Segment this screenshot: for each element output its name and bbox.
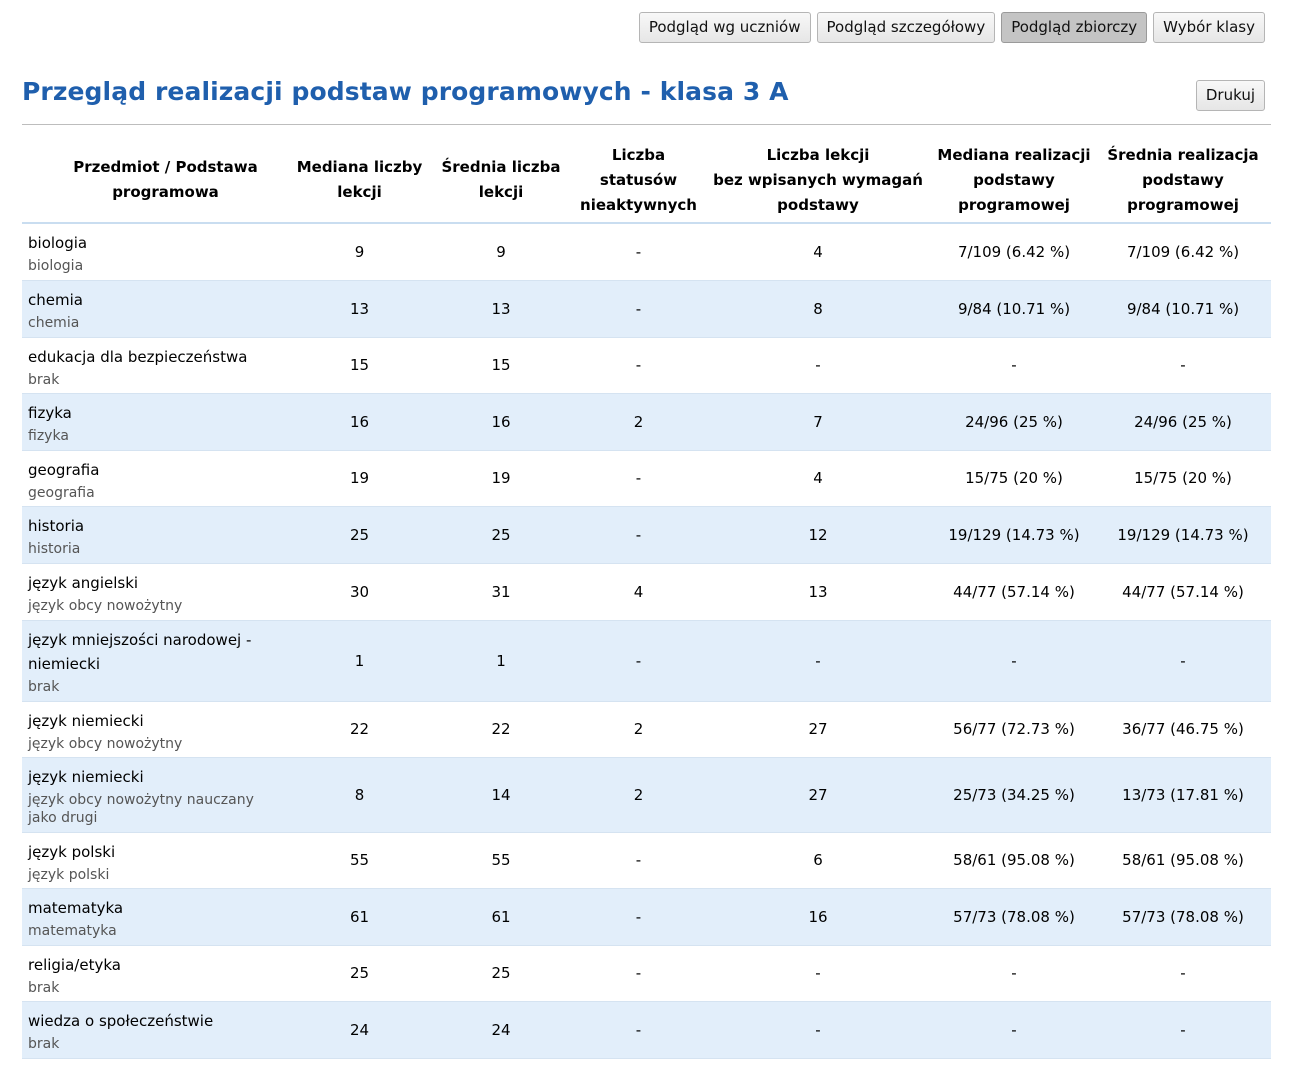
cell-median-lessons: 16	[291, 393, 428, 450]
cell-subject	[22, 945, 291, 1001]
cell-lessons-no-requirements: -	[703, 1001, 933, 1058]
cell-subject	[22, 337, 291, 393]
curriculum-base: brak	[28, 1035, 60, 1052]
cell-median-realization: 24/96 (25 %)	[933, 393, 1095, 450]
cell-inactive-statuses: 2	[574, 393, 703, 450]
cell-median-realization: 9/84 (10.71 %)	[933, 280, 1095, 337]
table-row	[22, 223, 1271, 280]
cell-subject	[22, 506, 291, 563]
cell-median-realization: -	[933, 945, 1095, 1001]
table-row	[22, 450, 1271, 506]
cell-inactive-statuses: 2	[574, 757, 703, 832]
cell-median-lessons: 55	[291, 832, 428, 888]
subject-name: historia	[28, 516, 85, 535]
cell-avg-lessons: 1	[428, 620, 574, 701]
curriculum-base: język obcy nowożytny nauczany jako drugi	[28, 791, 254, 826]
cell-lessons-no-requirements: 13	[703, 563, 933, 620]
header-lessons-no-requirements[interactable]: Liczba lekcji bez wpisanych wymagań podstawy	[703, 140, 933, 223]
cell-avg-lessons: 61	[428, 888, 574, 945]
cell-lessons-no-requirements: 6	[703, 832, 933, 888]
view-summary-button[interactable]: Podgląd zbiorczy	[1001, 12, 1147, 43]
cell-avg-lessons: 13	[428, 280, 574, 337]
cell-inactive-statuses: -	[574, 1001, 703, 1058]
cell-median-realization: 15/75 (20 %)	[933, 450, 1095, 506]
table-row	[22, 1001, 1271, 1058]
cell-subject	[22, 450, 291, 506]
table-row	[22, 945, 1271, 1001]
curriculum-base: brak	[28, 678, 60, 695]
subject-name: język polski	[28, 842, 116, 861]
header-avg-realization[interactable]: Średnia realizacja podstawy programowej	[1095, 140, 1271, 223]
cell-lessons-no-requirements: 12	[703, 506, 933, 563]
table-row	[22, 280, 1271, 337]
cell-inactive-statuses: 4	[574, 563, 703, 620]
cell-inactive-statuses: -	[574, 888, 703, 945]
cell-avg-realization: 15/75 (20 %)	[1095, 450, 1271, 506]
table-row	[22, 888, 1271, 945]
cell-avg-realization: 58/61 (95.08 %)	[1095, 832, 1271, 888]
cell-median-lessons: 19	[291, 450, 428, 506]
table-header-row	[22, 140, 1271, 223]
curriculum-summary-table	[22, 140, 1271, 1059]
subject-name: geografia	[28, 460, 100, 479]
cell-avg-lessons: 14	[428, 757, 574, 832]
cell-median-realization: -	[933, 620, 1095, 701]
curriculum-base: biologia	[28, 258, 84, 274]
print-button[interactable]: Drukuj	[1196, 80, 1265, 111]
cell-subject	[22, 280, 291, 337]
cell-inactive-statuses: -	[574, 280, 703, 337]
cell-subject	[22, 757, 291, 832]
cell-median-realization: 56/77 (72.73 %)	[933, 701, 1095, 757]
cell-inactive-statuses: -	[574, 450, 703, 506]
curriculum-base: chemia	[28, 314, 80, 331]
cell-median-lessons: 30	[291, 563, 428, 620]
cell-avg-realization: 9/84 (10.71 %)	[1095, 280, 1271, 337]
cell-avg-realization: 57/73 (78.08 %)	[1095, 888, 1271, 945]
cell-avg-lessons: 16	[428, 393, 574, 450]
cell-avg-lessons: 25	[428, 945, 574, 1001]
cell-median-lessons: 24	[291, 1001, 428, 1058]
cell-avg-realization: -	[1095, 945, 1271, 1001]
curriculum-base: geografia	[28, 484, 95, 501]
cell-lessons-no-requirements: 4	[703, 450, 933, 506]
header-avg-lessons[interactable]: Średnia liczba lekcji	[428, 140, 574, 223]
cell-lessons-no-requirements: 27	[703, 757, 933, 832]
cell-lessons-no-requirements: -	[703, 337, 933, 393]
cell-inactive-statuses: -	[574, 945, 703, 1001]
table-row	[22, 832, 1271, 888]
cell-inactive-statuses: -	[574, 832, 703, 888]
subject-name: religia/etyka	[28, 955, 121, 974]
cell-avg-lessons: 9	[428, 223, 574, 280]
cell-median-realization: 57/73 (78.08 %)	[933, 888, 1095, 945]
view-detailed-button[interactable]: Podgląd szczegółowy	[817, 12, 996, 43]
cell-inactive-statuses: -	[574, 223, 703, 280]
cell-lessons-no-requirements: 16	[703, 888, 933, 945]
subject-name: chemia	[28, 290, 83, 309]
cell-lessons-no-requirements: 7	[703, 393, 933, 450]
table-row	[22, 563, 1271, 620]
cell-avg-realization: 19/129 (14.73 %)	[1095, 506, 1271, 563]
cell-avg-lessons: 22	[428, 701, 574, 757]
page-title: Przegląd realizacji podstaw programowych - klasa 3 A	[22, 77, 789, 106]
table-row	[22, 757, 1271, 832]
cell-subject	[22, 832, 291, 888]
cell-median-lessons: 25	[291, 506, 428, 563]
subject-name: edukacja dla bezpieczeństwa	[28, 347, 248, 366]
cell-subject	[22, 888, 291, 945]
subject-name: biologia	[28, 234, 88, 252]
curriculum-base: brak	[28, 979, 60, 996]
header-median-realization[interactable]: Mediana realizacji podstawy programowej	[933, 140, 1095, 223]
table-row	[22, 701, 1271, 757]
cell-median-realization: -	[933, 1001, 1095, 1058]
table-row	[22, 506, 1271, 563]
curriculum-base: fizyka	[28, 427, 69, 444]
curriculum-base: język obcy nowożytny	[28, 735, 183, 752]
table-row	[22, 337, 1271, 393]
subject-name: język mniejszości narodowej - niemiecki	[28, 630, 252, 673]
title-divider	[22, 124, 1271, 125]
cell-lessons-no-requirements: 27	[703, 701, 933, 757]
header-subject[interactable]: Przedmiot / Podstawa programowa	[22, 140, 291, 223]
cell-lessons-no-requirements: 4	[703, 223, 933, 280]
curriculum-base: język polski	[28, 866, 110, 883]
table-row	[22, 620, 1271, 701]
curriculum-base: historia	[28, 540, 81, 557]
subject-name: język niemiecki	[28, 711, 144, 730]
subject-name: język niemiecki	[28, 767, 144, 786]
cell-inactive-statuses: -	[574, 620, 703, 701]
cell-lessons-no-requirements: -	[703, 620, 933, 701]
cell-subject	[22, 1001, 291, 1058]
cell-avg-lessons: 31	[428, 563, 574, 620]
cell-median-lessons: 25	[291, 945, 428, 1001]
view-by-students-button[interactable]: Podgląd wg uczniów	[639, 12, 811, 43]
cell-avg-realization: 44/77 (57.14 %)	[1095, 563, 1271, 620]
cell-avg-realization: 7/109 (6.42 %)	[1095, 223, 1271, 280]
cell-median-lessons: 8	[291, 757, 428, 832]
cell-median-realization: 25/73 (34.25 %)	[933, 757, 1095, 832]
cell-median-lessons: 22	[291, 701, 428, 757]
cell-avg-realization: -	[1095, 1001, 1271, 1058]
cell-inactive-statuses: 2	[574, 701, 703, 757]
cell-median-realization: -	[933, 337, 1095, 393]
subject-name: matematyka	[28, 898, 124, 917]
cell-median-lessons: 15	[291, 337, 428, 393]
cell-avg-realization: 24/96 (25 %)	[1095, 393, 1271, 450]
header-inactive-statuses[interactable]: Liczba statusów nieaktywnych	[574, 140, 703, 223]
cell-avg-realization: -	[1095, 620, 1271, 701]
cell-avg-lessons: 24	[428, 1001, 574, 1058]
cell-subject	[22, 620, 291, 701]
cell-median-lessons: 1	[291, 620, 428, 701]
cell-median-lessons: 9	[291, 223, 428, 280]
cell-median-lessons: 61	[291, 888, 428, 945]
cell-inactive-statuses: -	[574, 337, 703, 393]
curriculum-base: brak	[28, 371, 60, 388]
cell-subject	[22, 563, 291, 620]
cell-lessons-no-requirements: 8	[703, 280, 933, 337]
cell-avg-realization: -	[1095, 337, 1271, 393]
cell-avg-lessons: 55	[428, 832, 574, 888]
table-row	[22, 393, 1271, 450]
select-class-button[interactable]: Wybór klasy	[1153, 12, 1265, 43]
cell-avg-realization: 13/73 (17.81 %)	[1095, 757, 1271, 832]
header-median-lessons[interactable]: Mediana liczby lekcji	[291, 140, 428, 223]
cell-subject	[22, 393, 291, 450]
cell-median-realization: 44/77 (57.14 %)	[933, 563, 1095, 620]
cell-avg-realization: 36/77 (46.75 %)	[1095, 701, 1271, 757]
cell-subject	[22, 701, 291, 757]
cell-median-realization: 7/109 (6.42 %)	[933, 223, 1095, 280]
cell-subject	[22, 223, 291, 280]
cell-median-realization: 58/61 (95.08 %)	[933, 832, 1095, 888]
cell-inactive-statuses: -	[574, 506, 703, 563]
cell-median-realization: 19/129 (14.73 %)	[933, 506, 1095, 563]
cell-lessons-no-requirements: -	[703, 945, 933, 1001]
view-switcher	[639, 12, 1265, 43]
curriculum-base: matematyka	[28, 922, 117, 939]
subject-name: język angielski	[28, 573, 139, 592]
subject-name: fizyka	[28, 403, 72, 422]
cell-avg-lessons: 25	[428, 506, 574, 563]
cell-avg-lessons: 15	[428, 337, 574, 393]
curriculum-base: język obcy nowożytny	[28, 597, 183, 614]
subject-name: wiedza o społeczeństwie	[28, 1011, 214, 1030]
cell-median-lessons: 13	[291, 280, 428, 337]
cell-avg-lessons: 19	[428, 450, 574, 506]
